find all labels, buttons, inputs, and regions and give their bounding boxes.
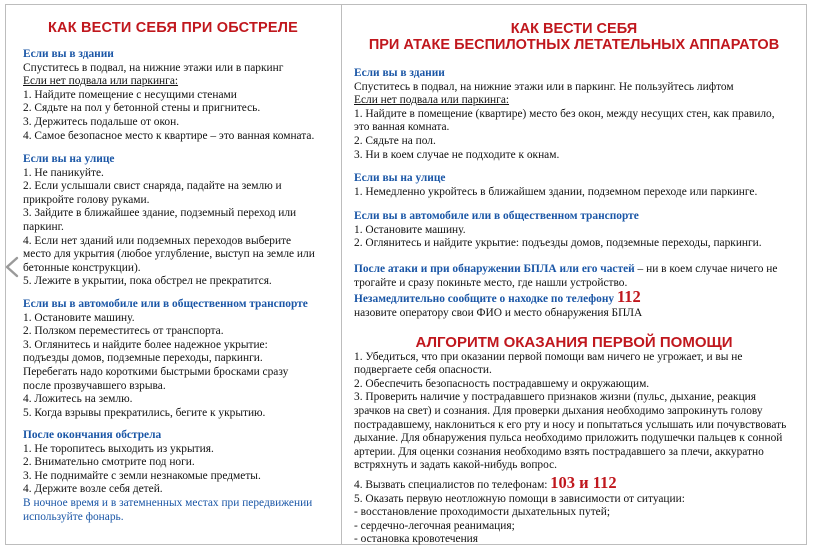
first-aid-item: пострадавшему, наклониться к его рту и носу и попытаться услышать или почувствовать xyxy=(354,418,787,431)
right-building-item: 3. Ни в коем случае не подходите к окнам. xyxy=(354,148,560,161)
left-street-section xyxy=(23,153,315,289)
right-building-item: 1. Найдите в помещение (квартире) место без окон, между несущих стен, как правило, xyxy=(354,107,775,120)
right-report-heading: Незамедлительно сообщите о находке по телефону xyxy=(354,293,615,305)
first-aid-section xyxy=(354,336,794,547)
left-building-item: 2. Сядьте на пол у бетонной стены и пригнитесь. xyxy=(23,102,261,115)
right-car-section xyxy=(354,210,762,251)
right-column xyxy=(354,0,794,550)
right-after-attack-text: – ни в коем случае ничего не xyxy=(634,263,778,275)
left-car-heading: Если вы в автомобиле или в общественном транспорте xyxy=(23,298,308,310)
first-aid-item: 2. Обеспечить безопасность пострадавшему и окружающим. xyxy=(354,377,650,390)
right-building-item: это ванная комната. xyxy=(354,121,450,134)
left-car-section xyxy=(23,298,308,420)
left-car-item: Перебегать надо короткими быстрыми бросками сразу xyxy=(23,365,289,378)
left-building-item: 4. Самое безопасное место к квартире – это ванная комната. xyxy=(23,129,315,142)
left-street-item: место для укрытия (любое углубление, выступ на земле или xyxy=(23,248,315,261)
first-aid-item: - сердечно-легочная реанимация; xyxy=(354,519,515,532)
right-title-line2: ПРИ АТАКЕ БЕСПИЛОТНЫХ ЛЕТАТЕЛЬНЫХ АППАРАТОВ xyxy=(368,37,780,53)
right-after-attack-text2: трогайте и сразу покиньте место, где нашли устройство. xyxy=(354,276,628,289)
left-after-item: 3. Не поднимайте с земли незнакомые предметы. xyxy=(23,469,261,482)
right-car-item: 1. Остановите машину. xyxy=(354,223,466,236)
left-building-line: Спуститесь в подвал, на нижние этажи или в паркинг xyxy=(23,61,284,74)
left-car-item: после прозвучавшего взрыва. xyxy=(23,379,166,392)
right-car-heading: Если вы в автомобиле или в общественном транспорте xyxy=(354,210,639,222)
right-title xyxy=(354,21,794,53)
right-after-attack-section xyxy=(354,263,794,290)
right-street-heading: Если вы на улице xyxy=(354,172,446,184)
left-street-item: бетонные конструкции). xyxy=(23,261,141,274)
first-aid-item: - восстановление проходимости дыхательных путей; xyxy=(354,506,610,519)
first-aid-item: - остановка кровотечения xyxy=(354,533,479,546)
left-no-basement: Если нет подвала или паркинга: xyxy=(23,75,179,88)
first-aid-call-numbers: 103 и 112 xyxy=(550,472,617,492)
right-after-attack-heading: После атаки и при обнаружении БПЛА или его частей xyxy=(354,263,635,275)
right-building-item: 2. Сядьте на пол. xyxy=(354,134,436,147)
left-car-item: 2. Ползком переместитесь от транспорта. xyxy=(23,325,224,338)
first-aid-call-text: 4. Вызвать специалистов по телефонам: xyxy=(354,478,551,491)
column-divider xyxy=(341,4,342,545)
right-report-line: назовите оператору свои ФИО и место обнаружения БПЛА xyxy=(354,306,643,319)
left-column xyxy=(23,0,323,550)
left-car-item: подъезды домов, подземные переходы, паркинги. xyxy=(23,352,263,365)
left-street-item: 1. Не паникуйте. xyxy=(23,166,104,179)
left-car-item: 4. Ложитесь на землю. xyxy=(23,393,133,406)
left-car-item: 1. Остановите машину. xyxy=(23,311,135,324)
left-street-heading: Если вы на улице xyxy=(23,153,115,165)
first-aid-item: встряхнуть и задать какой-нибудь вопрос. xyxy=(354,459,557,472)
left-street-item: прикройте голову руками. xyxy=(23,193,150,206)
first-aid-item: 5. Оказать первую неотложную помощи в зависимости от ситуации: xyxy=(354,492,685,505)
left-after-heading: После окончания обстрела xyxy=(23,429,162,441)
left-title: КАК ВЕСТИ СЕБЯ ПРИ ОБСТРЕЛЕ xyxy=(47,20,299,36)
left-building-heading: Если вы в здании xyxy=(23,48,114,60)
left-street-item: паркинг. xyxy=(23,220,64,233)
left-street-item: 5. Лежите в укрытии, пока обстрел не прекратится. xyxy=(23,275,272,288)
left-car-item: 3. Оглянитесь и найдите более надежное укрытие: xyxy=(23,338,268,351)
chevron-left-icon[interactable] xyxy=(2,256,24,278)
first-aid-item: дыхание. Для обнаружения пульса необходимо приложить подушечки пальцев к сонной xyxy=(354,432,783,445)
right-report-section xyxy=(354,287,794,320)
first-aid-item: 3. Проверить наличие у пострадавшего признаков жизни (пульс, дыхание, реакция xyxy=(354,391,757,404)
left-building-item: 1. Найдите помещение с несущими стенами xyxy=(23,88,237,101)
right-building-heading: Если вы в здании xyxy=(354,67,445,79)
left-street-item: 2. Если услышали свист снаряда, падайте на землю и xyxy=(23,180,282,193)
left-after-note: используйте фонарь. xyxy=(23,510,124,523)
first-aid-item: 1. Убедиться, что при оказании первой помощи вам ничего не угрожает, и вы не xyxy=(354,350,743,363)
right-car-item: 2. Оглянитесь и найдите укрытие: подъезды домов, подземные переходы, паркинги. xyxy=(354,237,762,250)
left-car-item: 5. Когда взрывы прекратились, бегите к укрытию. xyxy=(23,406,266,419)
right-street-item: 1. Немедленно укройтесь в ближайшем здании, подземном переходе или паркинге. xyxy=(354,185,758,198)
left-street-item: 4. Если нет зданий или подземных переходов выберите xyxy=(23,234,292,247)
first-aid-item: подвергаете себя опасности. xyxy=(354,364,492,377)
left-after-item: 2. Внимательно смотрите под ноги. xyxy=(23,456,195,469)
left-after-section xyxy=(23,429,312,524)
left-after-note: В ночное время и в затемненных местах при передвижении xyxy=(23,496,313,509)
right-building-line: Спуститесь в подвал, на нижние этажи или в паркинг. Не пользуйтесь лифтом xyxy=(354,80,734,93)
report-phone-number: 112 xyxy=(616,287,641,306)
left-building-section xyxy=(23,48,314,143)
left-street-item: 3. Зайдите в ближайшее здание, подземный переход или xyxy=(23,207,297,220)
left-after-item: 4. Держите возле себя детей. xyxy=(23,483,163,496)
left-after-item: 1. Не торопитесь выходить из укрытия. xyxy=(23,442,214,455)
first-aid-title: АЛГОРИТМ ОКАЗАНИЯ ПЕРВОЙ ПОМОЩИ xyxy=(415,334,733,351)
left-building-item: 3. Держитесь подальше от окон. xyxy=(23,115,180,128)
right-no-basement: Если нет подвала или паркинга: xyxy=(354,94,510,107)
first-aid-item: зрачков на свет) и сознания. Для проверки дыхания необходимо запрокинуть голову xyxy=(354,404,763,417)
right-building-section xyxy=(354,67,775,162)
first-aid-item: артерии. Для оценки сознания необходимо взять пострадавшего за плечи, аккуратно xyxy=(354,445,764,458)
right-street-section xyxy=(354,172,757,199)
right-title-line1: КАК ВЕСТИ СЕБЯ xyxy=(510,21,638,37)
